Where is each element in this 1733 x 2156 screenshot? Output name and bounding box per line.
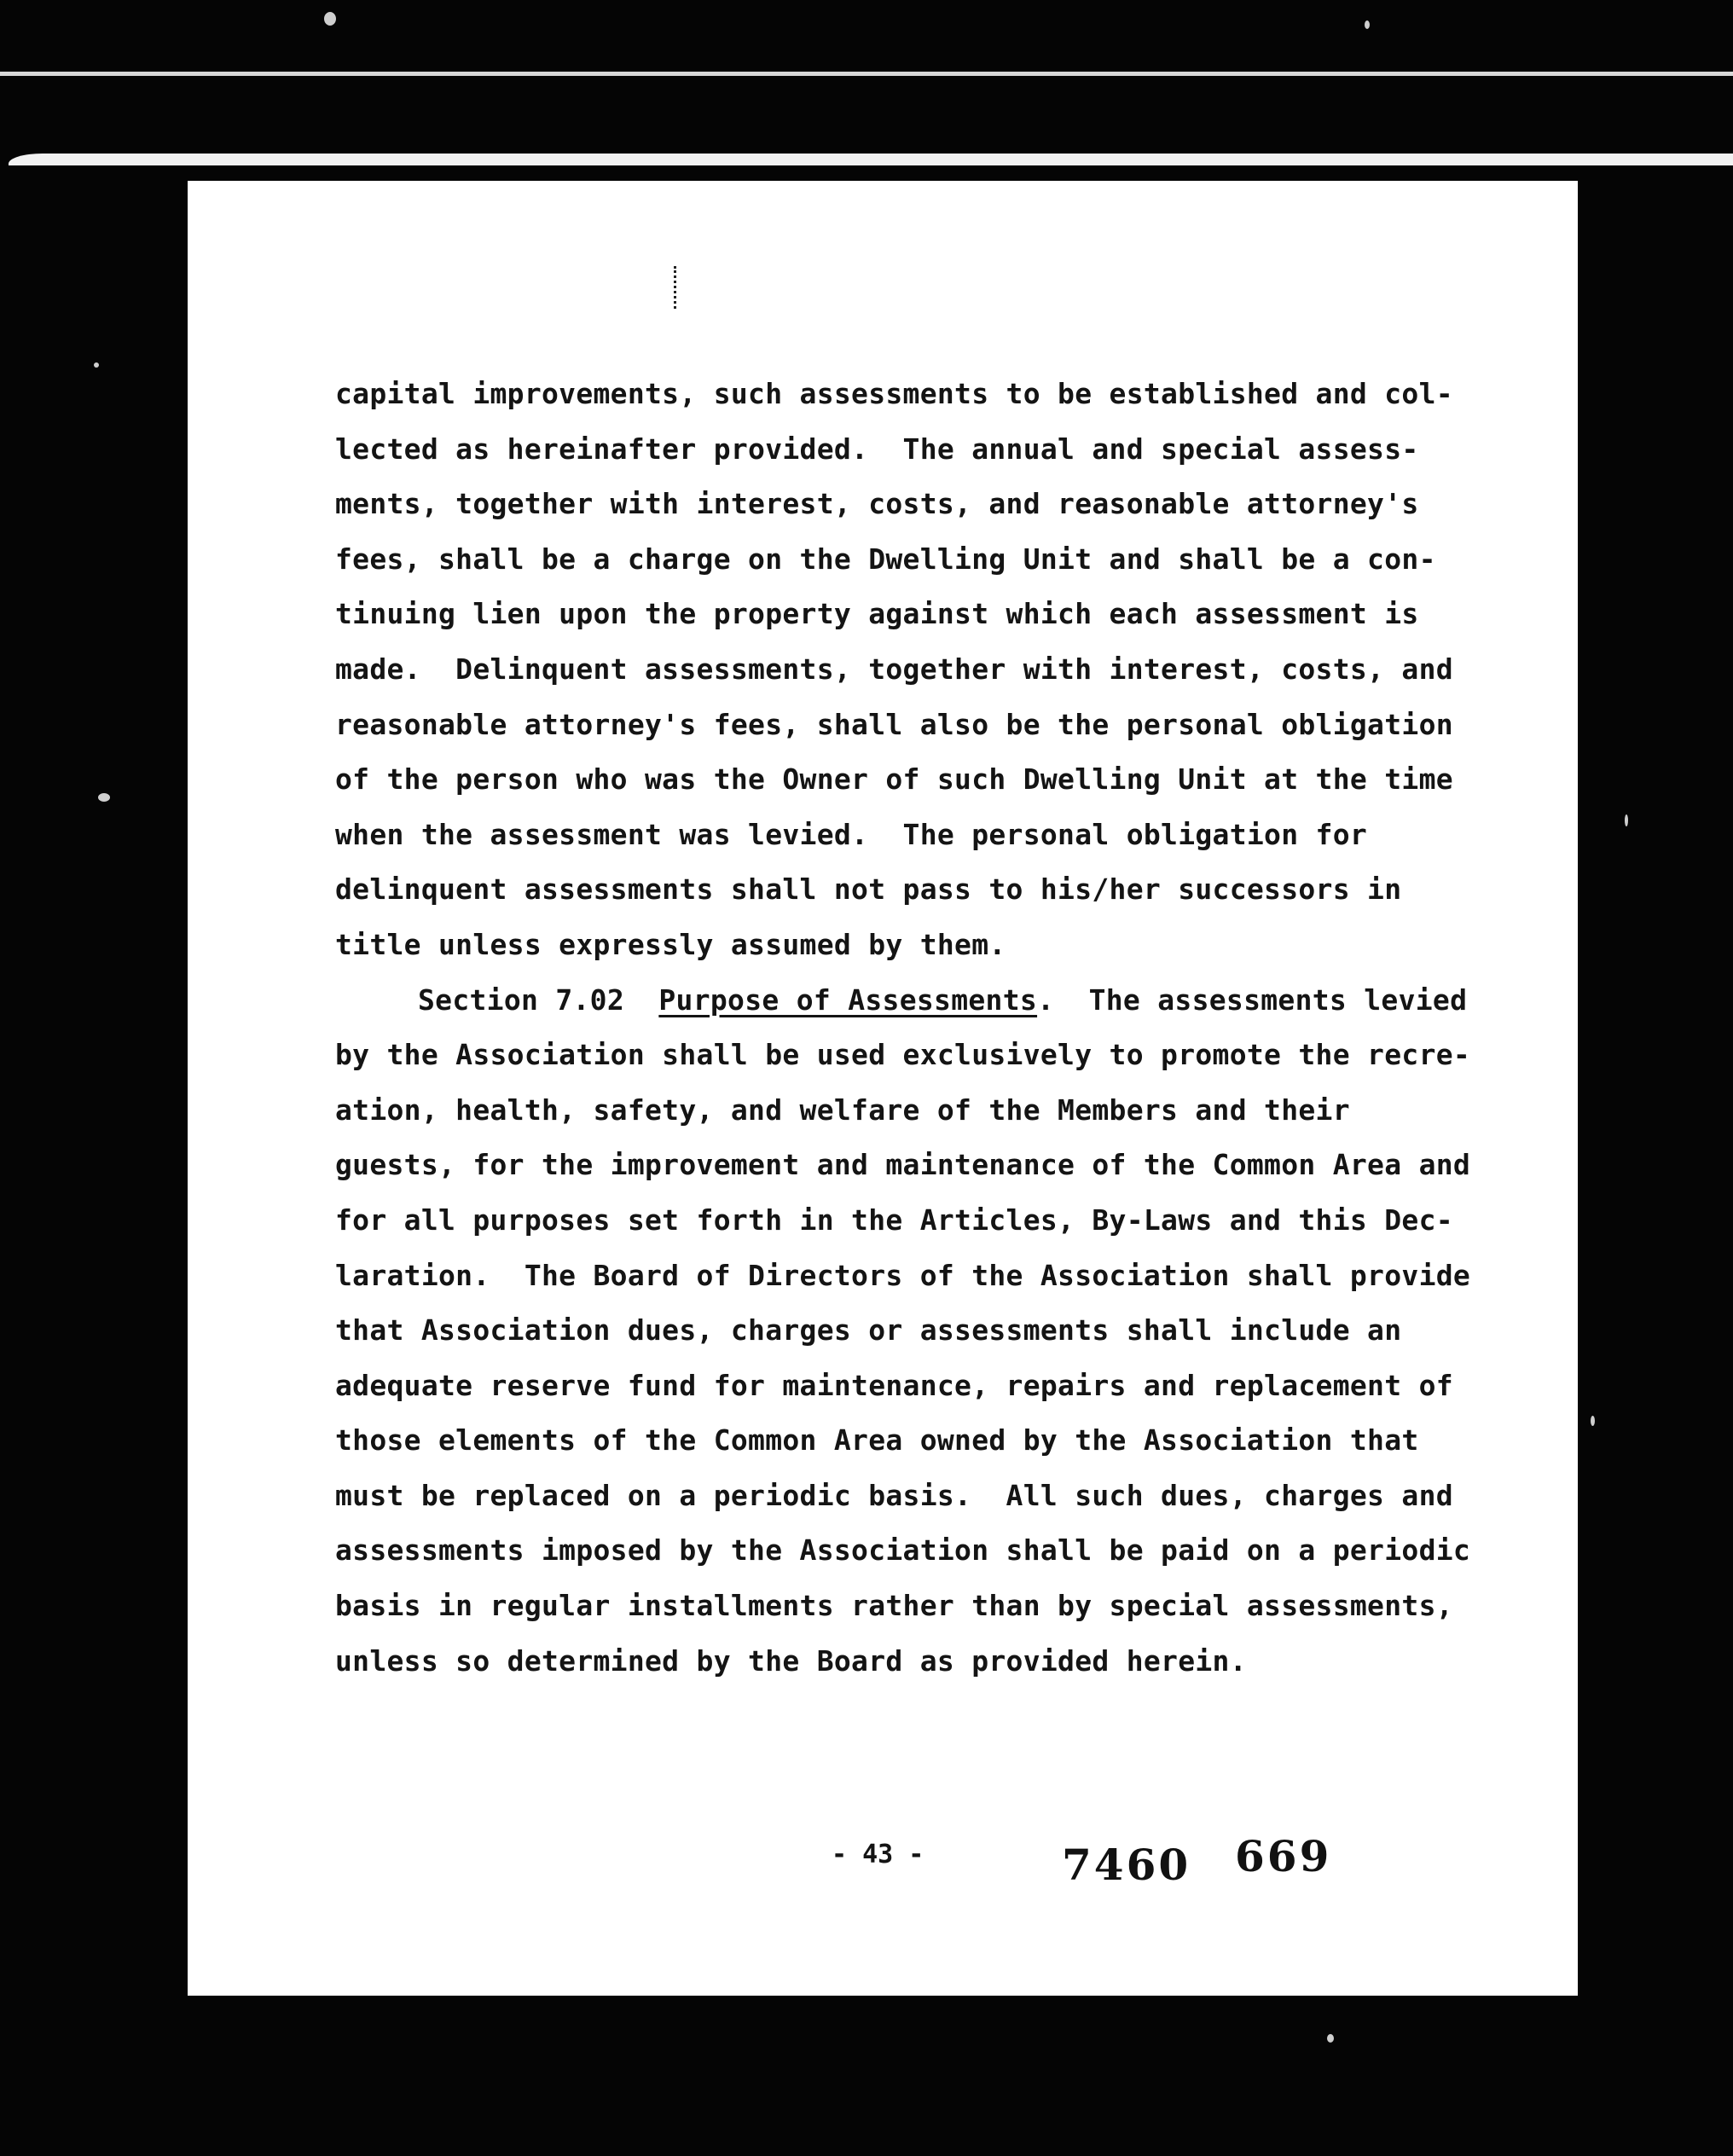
scan-page-edge (9, 154, 1733, 165)
document-page (188, 181, 1578, 1996)
scan-speck (1625, 814, 1628, 826)
section-heading: Purpose of Assessments (658, 982, 1038, 1017)
section-number: Section 7.02 (418, 982, 625, 1017)
text-line: fees, shall be a charge on the Dwelling Unit and shall be a con- (335, 542, 1436, 576)
margin-mark (674, 266, 680, 309)
text-line: delinquent assessments shall not pass to his/her successors in (335, 872, 1402, 907)
text-line: that Association dues, charges or assessments shall include an (335, 1313, 1402, 1348)
text-line: basis in regular installments rather than by special assessments, (335, 1589, 1453, 1623)
section-first-line-text: . The assessments levied (1037, 982, 1468, 1017)
text-line: reasonable attorney's fees, shall also be the personal obligation (335, 707, 1453, 741)
document-body (335, 367, 1469, 1689)
book-number-stamp: 7460 (1062, 1840, 1191, 1890)
text-line: title unless expressly assumed by them. (335, 927, 1006, 961)
text-line: made. Delinquent assessments, together with interest, costs, and (335, 652, 1453, 686)
text-line: ments, together with interest, costs, and reasonable attorney's (335, 487, 1419, 521)
text-line: capital improvements, such assessments to be established and col- (335, 377, 1453, 410)
text-line: must be replaced on a periodic basis. All such dues, charges and (335, 1478, 1453, 1512)
text-line: those elements of the Common Area owned by the Association that (335, 1423, 1419, 1458)
scan-speck (324, 12, 336, 26)
section-first-line (335, 973, 1469, 1029)
scan-speck (1591, 1416, 1595, 1426)
scan-speck (98, 793, 110, 802)
text-line: lected as hereinafter provided. The annual and special assess- (335, 432, 1419, 466)
text-line: when the assessment was levied. The personal obligation for (335, 817, 1368, 851)
text-line: for all purposes set forth in the Articles, By-Laws and this Dec- (335, 1203, 1453, 1237)
page-number: - 43 - (832, 1840, 924, 1869)
text-line: by the Association shall be used exclusively to promote the recre- (335, 1038, 1471, 1072)
text-line: laration. The Board of Directors of the Association shall provide (335, 1258, 1471, 1292)
scan-speck (94, 362, 99, 368)
text-line: unless so determined by the Board as provided herein. (335, 1643, 1247, 1678)
scan-speck (1365, 20, 1370, 29)
scan-border-line (0, 72, 1733, 76)
page-number-stamp: 669 (1235, 1831, 1332, 1881)
text-line: assessments imposed by the Association shall be paid on a periodic (335, 1533, 1471, 1568)
text-line: guests, for the improvement and maintenance of the Common Area and (335, 1148, 1471, 1182)
text-line: adequate reserve fund for maintenance, repairs and replacement of (335, 1368, 1453, 1402)
text-line: ation, health, safety, and welfare of the Members and their (335, 1092, 1350, 1127)
scan-speck (1327, 2034, 1334, 2043)
text-line: tinuing lien upon the property against which each assessment is (335, 597, 1419, 631)
text-line: of the person who was the Owner of such Dwelling Unit at the time (335, 762, 1453, 797)
